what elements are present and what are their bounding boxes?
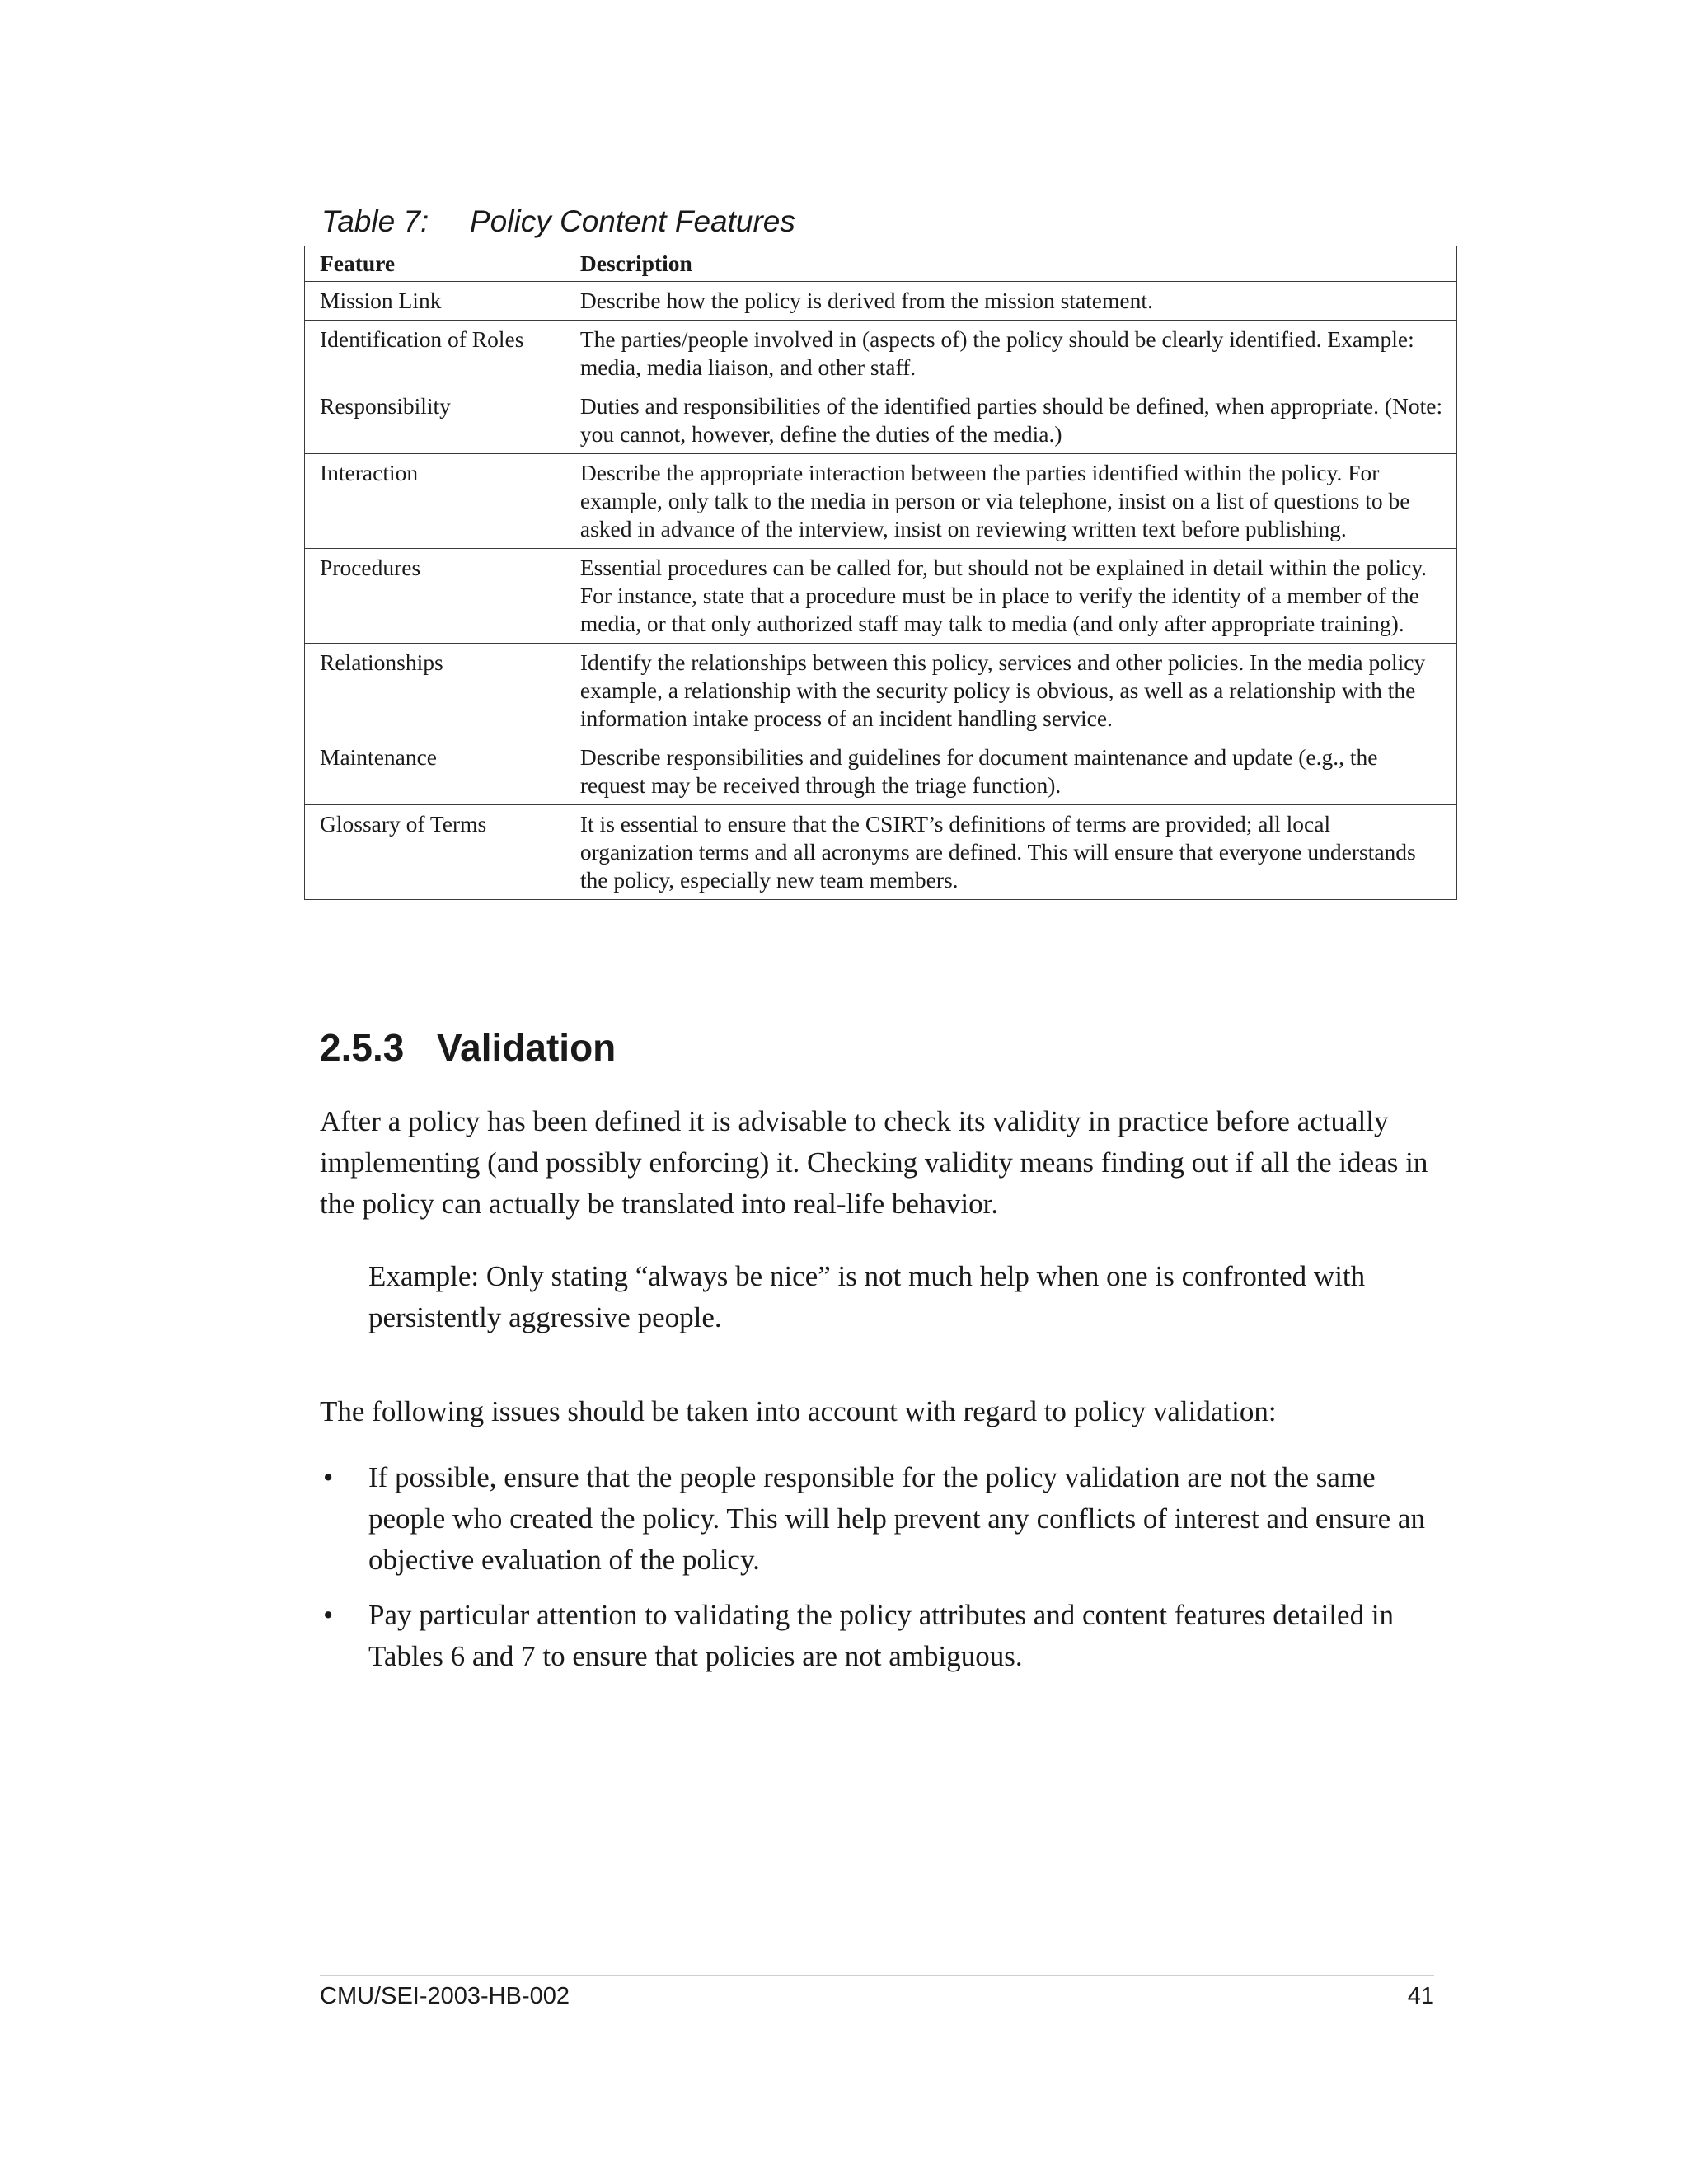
description-cell: Describe the appropriate interaction between the parties identified within the policy. For example, only talk to the media in person or via telephone, insist on a list of questions to be asked in advance of the interview, insist on reviewing written text before publishing.	[565, 454, 1456, 549]
description-cell: Duties and responsibilities of the identified parties should be defined, when appropriate. (Note: you cannot, however, define the duties of the media.)	[565, 387, 1456, 454]
table-row	[305, 282, 1457, 321]
section-title: Validation	[437, 1026, 617, 1069]
description-cell: Describe how the policy is derived from the mission statement.	[565, 282, 1456, 321]
feature-cell: Interaction	[305, 454, 565, 549]
bullet-icon: •	[323, 1461, 334, 1493]
description-cell: Describe responsibilities and guidelines for document maintenance and update (e.g., the request may be received through the triage function).	[565, 738, 1456, 805]
column-header-description: Description	[565, 246, 1456, 282]
footer-document-id: CMU/SEI-2003-HB-002	[320, 1983, 570, 2009]
page-number: 41	[1407, 1983, 1434, 2009]
footer-divider	[320, 1975, 1434, 1976]
list-item-text: If possible, ensure that the people responsible for the policy validation are not the same people who created the policy. This will help prevent any conflicts of interest and ensure an objective evaluation of the policy.	[368, 1461, 1425, 1576]
section-heading	[320, 1025, 616, 1070]
table-caption-number: Table 7:	[321, 204, 429, 238]
column-header-feature: Feature	[305, 246, 565, 282]
table-row	[305, 321, 1457, 387]
issues-lead-paragraph: The following issues should be taken into account with regard to policy validation:	[320, 1395, 1277, 1427]
feature-cell: Identification of Roles	[305, 321, 565, 387]
list-item-text: Pay particular attention to validating the policy attributes and content features detailed in Tables 6 and 7 to ensure that policies are not ambiguous.	[368, 1599, 1395, 1672]
table-row	[305, 549, 1457, 644]
description-cell: Essential procedures can be called for, but should not be explained in detail within the policy. For instance, state that a procedure must be in place to verify the identity of a member of the media, or that only authorized staff may talk to media (and only after appropriate training).	[565, 549, 1456, 644]
list-item	[320, 1457, 1457, 1581]
table-row	[305, 644, 1457, 738]
list-item	[320, 1595, 1457, 1677]
table-row	[305, 738, 1457, 805]
feature-cell: Procedures	[305, 549, 565, 644]
feature-cell: Mission Link	[305, 282, 565, 321]
feature-cell: Responsibility	[305, 387, 565, 454]
description-cell: The parties/people involved in (aspects of) the policy should be clearly identified. Example: media, media liaison, and other staff.	[565, 321, 1456, 387]
example-paragraph: Example: Only stating “always be nice” is not much help when one is confronted with persistently aggressive people.	[368, 1260, 1366, 1333]
validation-intro-paragraph: After a policy has been defined it is advisable to check its validity in practice before actually implementing (and possibly enforcing) it. Checking validity means finding out if all the ideas in the policy can actually be translated into real-life behavior.	[320, 1105, 1428, 1220]
table-row	[305, 805, 1457, 900]
validation-issues-list	[320, 1457, 1457, 1691]
table-header-row	[305, 246, 1457, 282]
feature-cell: Maintenance	[305, 738, 565, 805]
table-caption-title: Policy Content Features	[470, 204, 795, 238]
section-number: 2.5.3	[320, 1026, 405, 1069]
feature-cell: Glossary of Terms	[305, 805, 565, 900]
table-caption	[321, 204, 795, 239]
description-cell: Identify the relationships between this policy, services and other policies. In the media policy example, a relationship with the security policy is obvious, as well as a relationship with the information intake process of an incident handling service.	[565, 644, 1456, 738]
policy-content-features-table	[304, 246, 1457, 900]
table-row	[305, 454, 1457, 549]
feature-cell: Relationships	[305, 644, 565, 738]
bullet-icon: •	[323, 1599, 334, 1631]
description-cell: It is essential to ensure that the CSIRT’s definitions of terms are provided; all local organization terms and all acronyms are defined. This will ensure that everyone understands the policy, especially new team members.	[565, 805, 1456, 900]
table-row	[305, 387, 1457, 454]
